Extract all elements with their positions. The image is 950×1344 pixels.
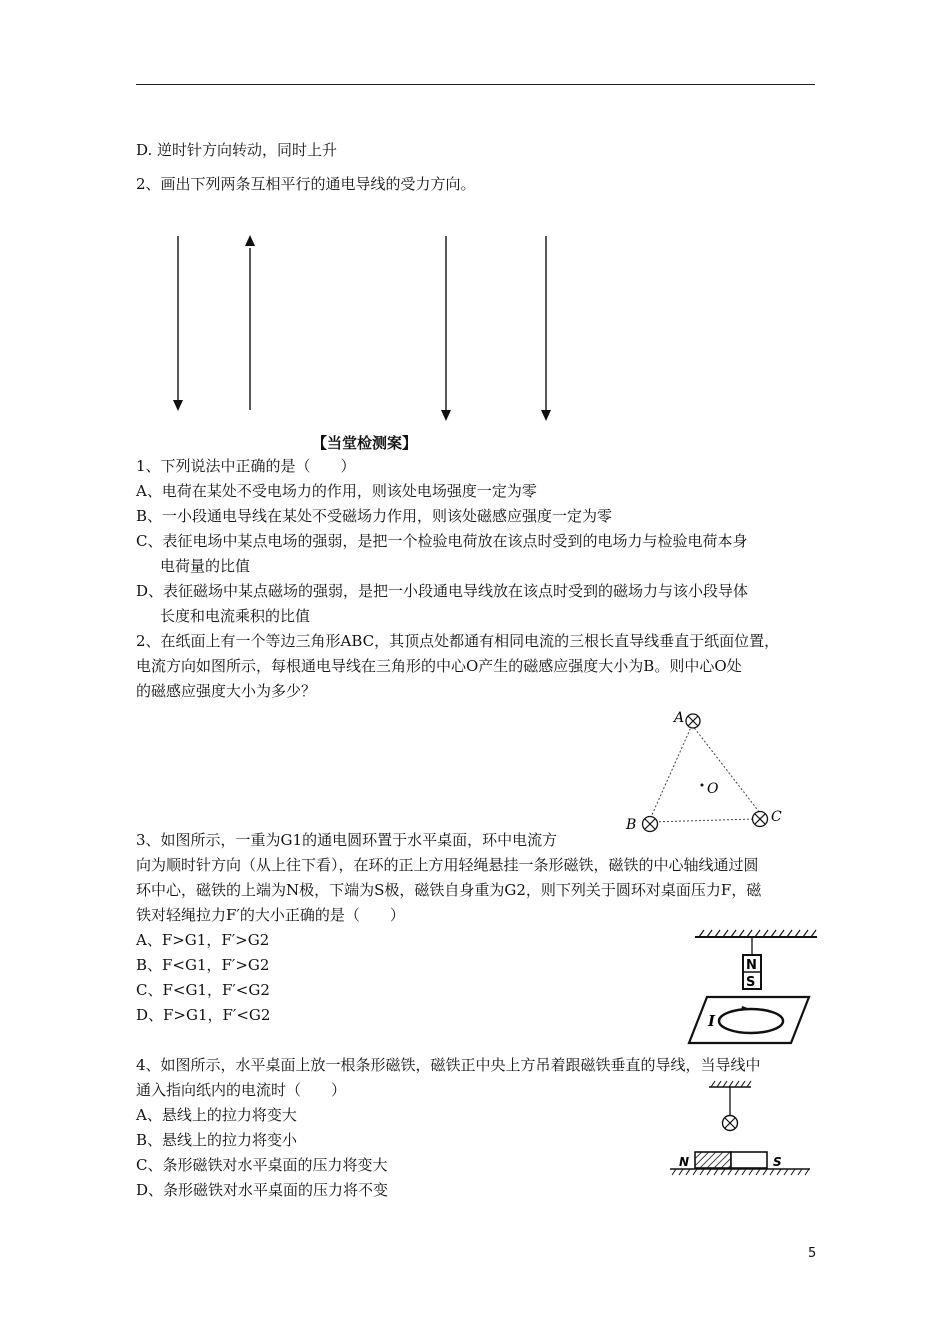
q4-option-a: A、悬线上的拉力将变大 bbox=[136, 1106, 297, 1124]
wire-into-page-icon bbox=[723, 1116, 738, 1131]
magnet-n-label: N bbox=[679, 1155, 690, 1169]
wire-1-down bbox=[173, 236, 183, 411]
magnet-s-label: S bbox=[773, 1155, 782, 1169]
wire-4-down bbox=[541, 236, 551, 421]
ring-magnet-figure bbox=[685, 925, 825, 1050]
q3-option-a: A、F>G1，F′>G2 bbox=[136, 931, 270, 949]
q1-option-b: B、一小段通电导线在某处不受磁场力作用，则该处磁感应强度一定为零 bbox=[136, 507, 613, 525]
magnet-n-label: N bbox=[746, 958, 757, 973]
q2-line-1: 2、在纸面上有一个等边三角形ABC，其顶点处都通有相同电流的三根长直导线垂直于纸面位置， bbox=[136, 632, 780, 650]
prev-option-d: D. 逆时针方向转动，同时上升 bbox=[136, 141, 338, 159]
q4-line-2: 通入指向纸内的电流时（ ） bbox=[136, 1081, 347, 1099]
magnet-s-half bbox=[731, 1152, 767, 1168]
q1-stem: 1、下列说法中正确的是（ ） bbox=[136, 457, 356, 475]
current-ring bbox=[719, 1009, 783, 1033]
q3-line-1: 3、如图所示，一重为G1的通电圆环置于水平桌面，环中电流方 bbox=[136, 831, 558, 849]
q3-line-2: 向为顺时针方向（从上往下看），在环的正上方用轻绳悬挂一条形磁铁，磁铁的中心轴线通过圆 bbox=[136, 856, 759, 874]
wire-3-down bbox=[441, 236, 451, 421]
q1-option-a: A、电荷在某处不受电场力的作用，则该处电场强度一定为零 bbox=[136, 482, 537, 500]
wire-a-into-page-icon bbox=[686, 714, 700, 728]
desk-plane bbox=[689, 997, 809, 1043]
q1-option-c-cont: 电荷量的比值 bbox=[160, 557, 251, 575]
wire-c-into-page-icon bbox=[753, 812, 768, 827]
q3-option-c: C、F<G1，F′<G2 bbox=[136, 981, 270, 999]
label-a: A bbox=[674, 710, 685, 726]
page-number: 5 bbox=[808, 1246, 817, 1261]
q4-option-d: D、条形磁铁对水平桌面的压力将不变 bbox=[136, 1181, 389, 1199]
wire-b-into-page-icon bbox=[643, 817, 658, 832]
triangle-figure bbox=[620, 705, 790, 835]
q2-line-3: 的磁感应强度大小为多少？ bbox=[136, 682, 317, 700]
header-rule bbox=[136, 84, 815, 85]
q1-option-d: D、表征磁场中某点磁场的强弱，是把一小段通电导线放在该点时受到的磁场力与该小段导体 bbox=[136, 582, 749, 600]
q3-option-b: B、F<G1，F′>G2 bbox=[136, 956, 270, 974]
wire-2-up bbox=[245, 235, 255, 410]
q4-option-b: B、悬线上的拉力将变小 bbox=[136, 1131, 298, 1149]
q2-line-2: 电流方向如图所示，每根通电导线在三角形的中心O产生的磁感应强度大小为B。则中心O处 bbox=[136, 657, 742, 675]
label-b: B bbox=[626, 817, 637, 833]
question-2-draw: 2、画出下列两条互相平行的通电导线的受力方向。 bbox=[136, 175, 476, 193]
q3-line-3: 环中心，磁铁的上端为N极，下端为S极，磁铁自身重为G2，则下列关于圆环对桌面压力F，磁 bbox=[136, 881, 762, 899]
current-i-label: I bbox=[708, 1012, 716, 1030]
label-c: C bbox=[771, 809, 782, 825]
parallel-wires-figure bbox=[160, 228, 570, 428]
q3-line-4: 铁对轻绳拉力F′的大小正确的是（ ） bbox=[136, 906, 405, 924]
q1-option-d-cont: 长度和电流乘积的比值 bbox=[160, 607, 311, 625]
q3-option-d: D、F>G1，F′<G2 bbox=[136, 1006, 271, 1024]
section-title: 【当堂检测案】 bbox=[312, 434, 418, 452]
q4-option-c: C、条形磁铁对水平桌面的压力将变大 bbox=[136, 1156, 388, 1174]
q1-option-c: C、表征电场中某点电场的强弱，是把一个检验电荷放在该点时受到的电场力与检验电荷本身 bbox=[136, 532, 748, 550]
magnet-s-label: S bbox=[746, 975, 756, 990]
label-o: O bbox=[707, 781, 719, 797]
q4-line-1: 4、如图所示，水平桌面上放一根条形磁铁，磁铁正中央上方吊着跟磁铁垂直的导线，当导线中 bbox=[136, 1056, 761, 1074]
magnet-n-half bbox=[695, 1152, 731, 1168]
center-point bbox=[701, 784, 704, 787]
hanging-wire-figure bbox=[665, 1075, 815, 1180]
